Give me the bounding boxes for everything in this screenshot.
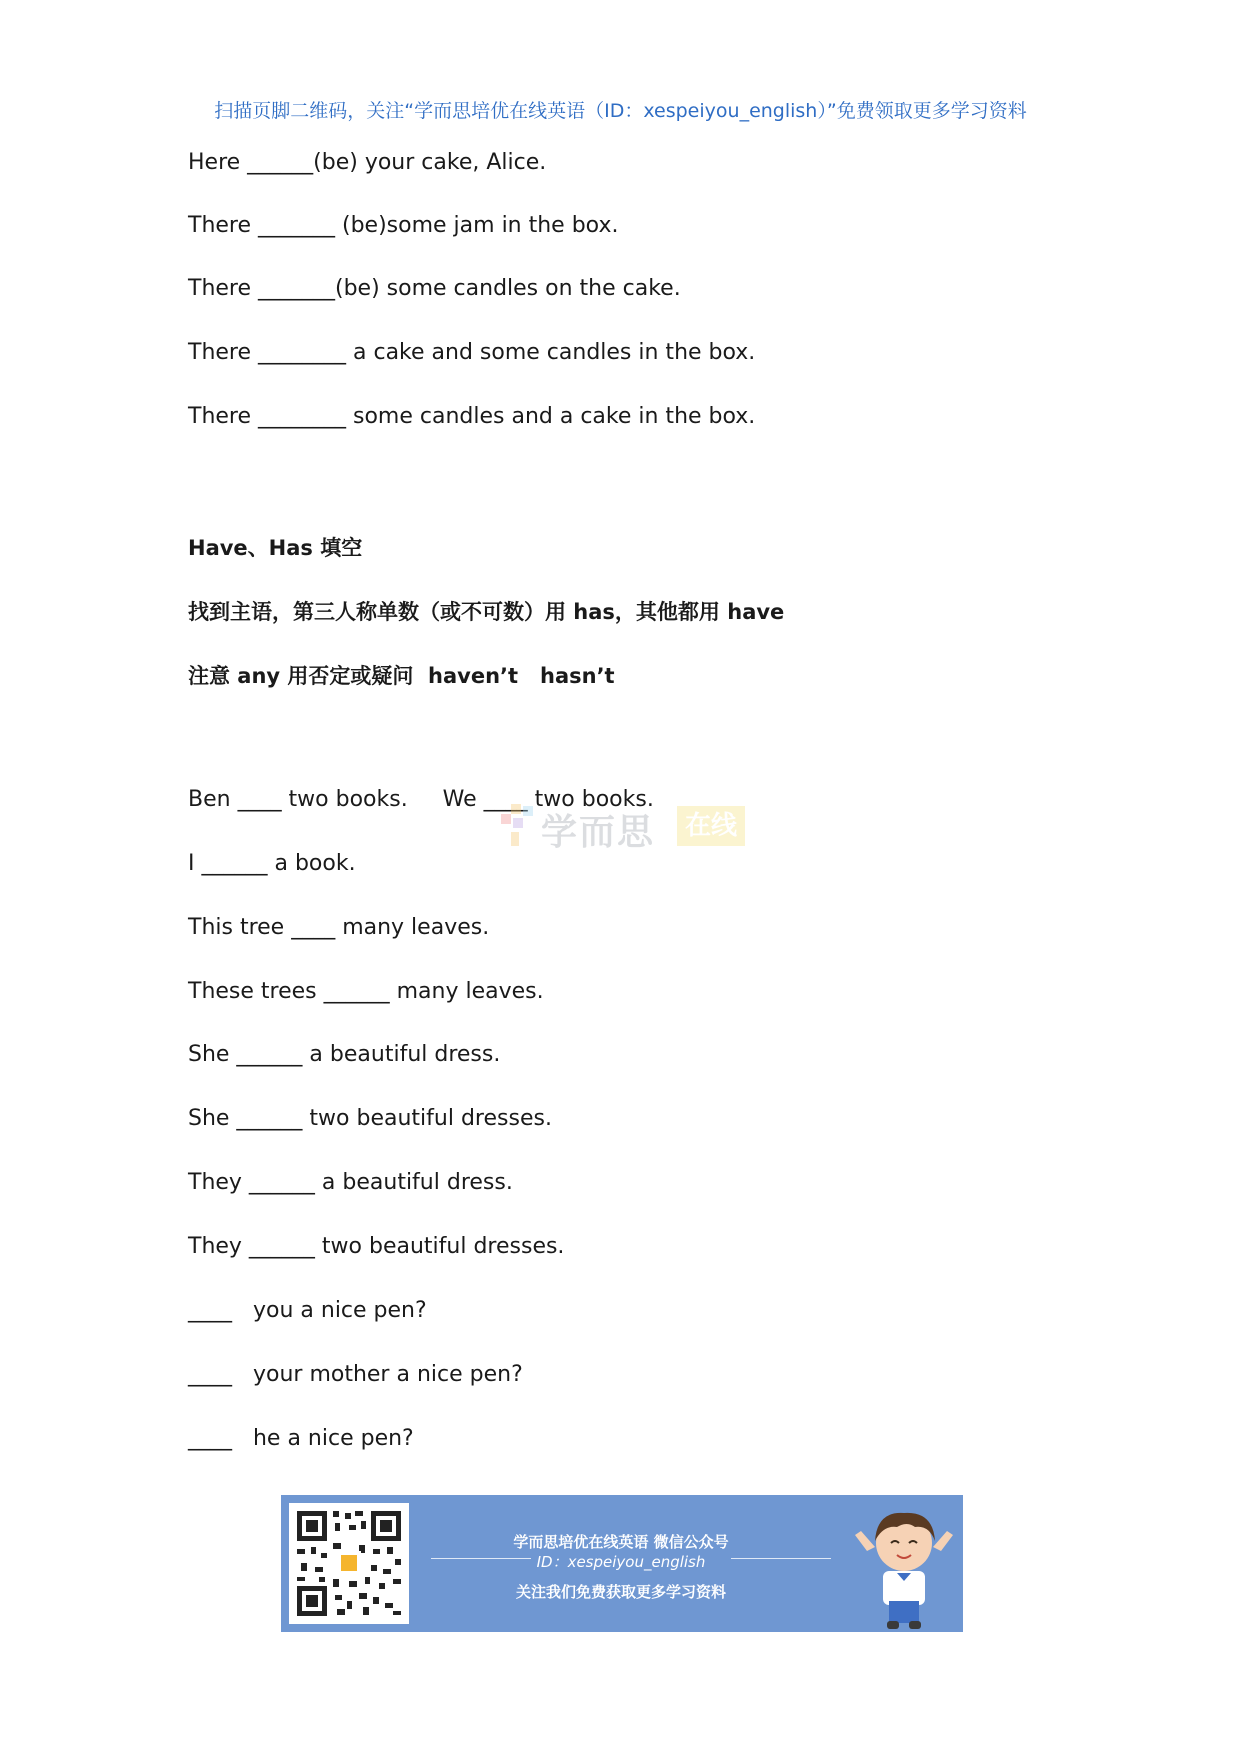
have-exercise-3: This tree ____ many leaves. <box>188 915 490 940</box>
have-exercise-8: They ______ two beautiful dresses. <box>188 1234 565 1259</box>
section-rule-2: 注意 any 用否定或疑问 haven’t hasn’t <box>188 664 615 688</box>
header-notice: 扫描页脚二维码，关注“学而思培优在线英语（ID：xespeiyou_english）”免费领取更多学习资料 <box>214 100 1027 122</box>
be-exercise-4: There ________ a cake and some candles in the box. <box>188 340 756 365</box>
qr-code <box>289 1503 409 1624</box>
watermark <box>497 800 749 853</box>
have-exercise-7: They ______ a beautiful dress. <box>188 1170 513 1195</box>
be-exercise-3: There _______(be) some candles on the cake. <box>188 276 681 301</box>
watermark-logo-icon <box>497 802 537 848</box>
have-exercise-10: ____ your mother a nice pen? <box>188 1362 523 1387</box>
have-exercise-11: ____ he a nice pen? <box>188 1426 414 1451</box>
watermark-box: 在线 <box>677 806 745 846</box>
have-exercise-5: She ______ a beautiful dress. <box>188 1042 501 1067</box>
have-exercise-2: I ______ a book. <box>188 851 356 876</box>
be-exercise-1: Here ______(be) your cake, Alice. <box>188 150 547 175</box>
section-title: Have、Has 填空 <box>188 536 363 560</box>
be-exercise-2: There _______ (be)some jam in the box. <box>188 213 619 238</box>
be-exercise-5: There ________ some candles and a cake in the box. <box>188 404 756 429</box>
banner-line-2: ID：xespeiyou_english <box>536 1553 706 1571</box>
banner-line-1: 学而思培优在线英语 微信公众号 <box>513 1533 729 1551</box>
have-exercise-4: These trees ______ many leaves. <box>188 979 544 1004</box>
section-rule-1: 找到主语，第三人称单数（或不可数）用 has，其他都用 have <box>188 600 785 624</box>
have-exercise-1: Ben ____ two books. We ____ two books. <box>188 787 654 812</box>
have-exercise-6: She ______ two beautiful dresses. <box>188 1106 552 1131</box>
watermark-text: 学而思 <box>541 812 656 853</box>
have-exercise-9: ____ you a nice pen? <box>188 1298 427 1323</box>
footer-banner <box>281 1495 963 1632</box>
qr-code-icon <box>289 1503 409 1624</box>
cartoon-boy-icon <box>849 1501 959 1631</box>
banner-line-3: 关注我们免费获取更多学习资料 <box>515 1583 726 1601</box>
